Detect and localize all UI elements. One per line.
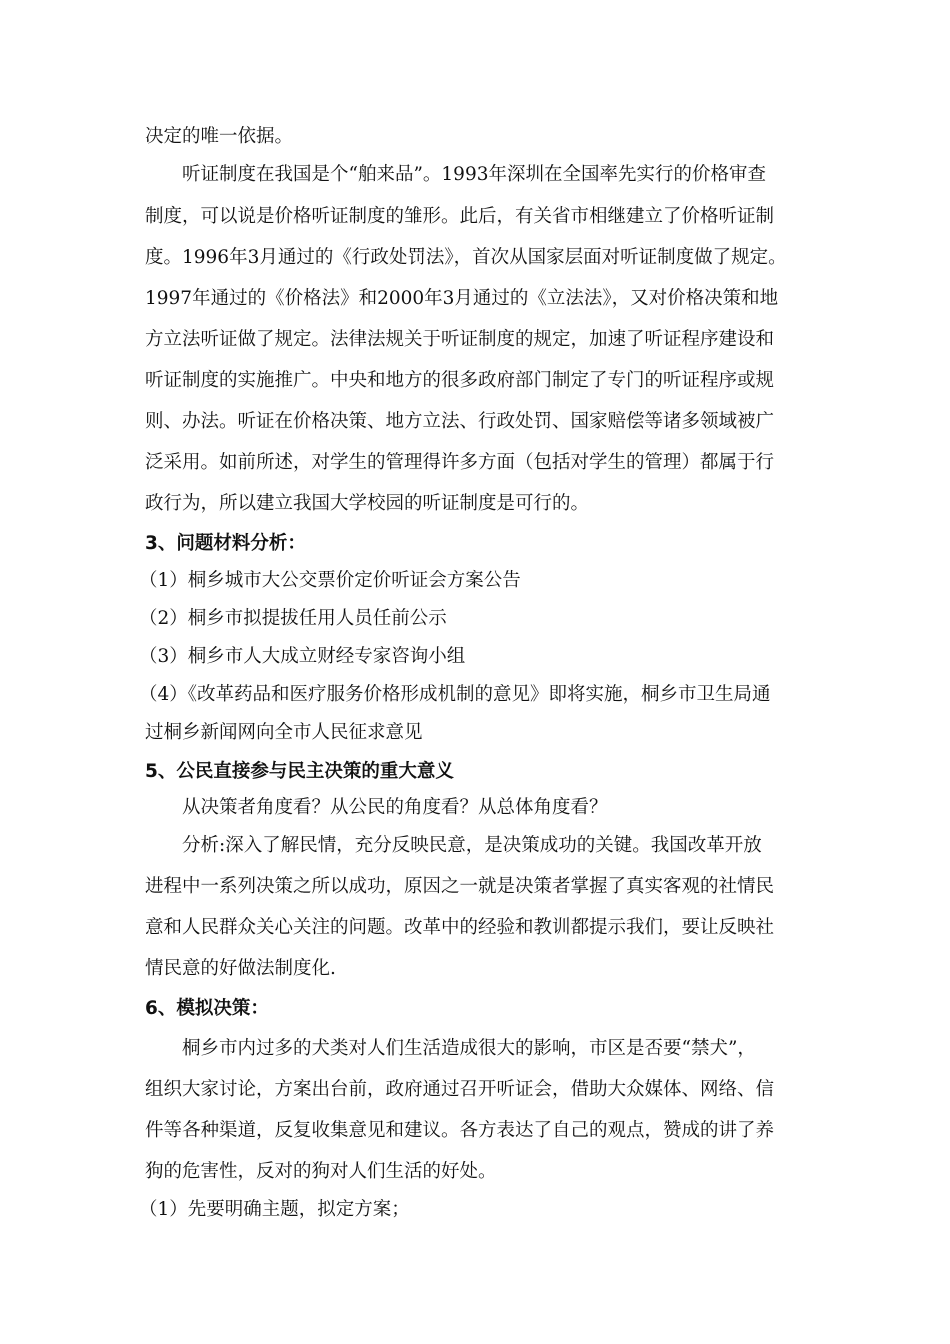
paragraph-line: 方立法听证做了规定。法律法规关于听证制度的规定，加速了听证程序建设和 [145,329,775,350]
paragraph-line: 进程中一系列决策之所以成功，原因之一就是决策者掌握了真实客观的社情民 [145,876,775,897]
section-heading: 5、公民直接参与民主决策的重大意义 [145,761,454,782]
paragraph-line: 分析:深入了解民情，充分反映民意，是决策成功的关键。我国改革开放 [182,835,762,856]
paragraph-line: 制度，可以说是价格听证制度的雏形。此后，有关省市相继建立了价格听证制 [145,206,775,227]
list-item: （3）桐乡市人大成立财经专家咨询小组 [139,646,466,667]
paragraph-line: 决定的唯一依据。 [145,126,294,147]
paragraph-line: 泛采用。如前所述，对学生的管理得许多方面（包括对学生的管理）都属于行 [145,452,775,473]
paragraph-line: 则、办法。听证在价格决策、地方立法、行政处罚、国家赔偿等诸多领域被广 [145,411,775,432]
list-item: （4）《改革药品和医疗服务价格形成机制的意见》即将实施，桐乡市卫生局通 [139,684,771,705]
paragraph-line: 听证制度的实施推广。中央和地方的很多政府部门制定了专门的听证程序或规 [145,370,775,391]
paragraph-line: 情民意的好做法制度化. [145,958,336,979]
section-heading: 3、问题材料分析： [145,533,306,554]
paragraph-line: 听证制度在我国是个“舶来品”。1993年深圳在全国率先实行的价格审查 [182,164,766,185]
paragraph-line: 狗的危害性，反对的狗对人们生活的好处。 [145,1161,497,1182]
paragraph-line: 1997年通过的《价格法》和2000年3月通过的《立法法》，又对价格决策和地 [145,288,779,309]
list-item: （2）桐乡市拟提拔任用人员任前公示 [139,608,447,629]
paragraph-line: 度。1996年3月通过的《行政处罚法》，首次从国家层面对听证制度做了规定。 [145,247,787,268]
paragraph-line: 政行为，所以建立我国大学校园的听证制度是可行的。 [145,493,590,514]
paragraph-line: 桐乡市内过多的犬类对人们生活造成很大的影响，市区是否要“禁犬”， [182,1038,756,1059]
paragraph-line: 组织大家讨论，方案出台前，政府通过召开听证会，借助大众媒体、网络、信 [145,1079,775,1100]
paragraph-line: 件等各种渠道，反复收集意见和建议。各方表达了自己的观点，赞成的讲了养 [145,1120,775,1141]
paragraph-line: 从决策者角度看？从公民的角度看？从总体角度看？ [182,797,608,818]
paragraph-line: 意和人民群众关心关注的问题。改革中的经验和教训都提示我们，要让反映社 [145,917,775,938]
section-heading: 6、模拟决策： [145,998,269,1019]
list-item-continuation: 过桐乡新闻网向全市人民征求意见 [145,722,423,743]
list-item: （1）桐乡城市大公交票价定价听证会方案公告 [139,570,521,591]
list-item: （1）先要明确主题，拟定方案； [139,1199,410,1220]
